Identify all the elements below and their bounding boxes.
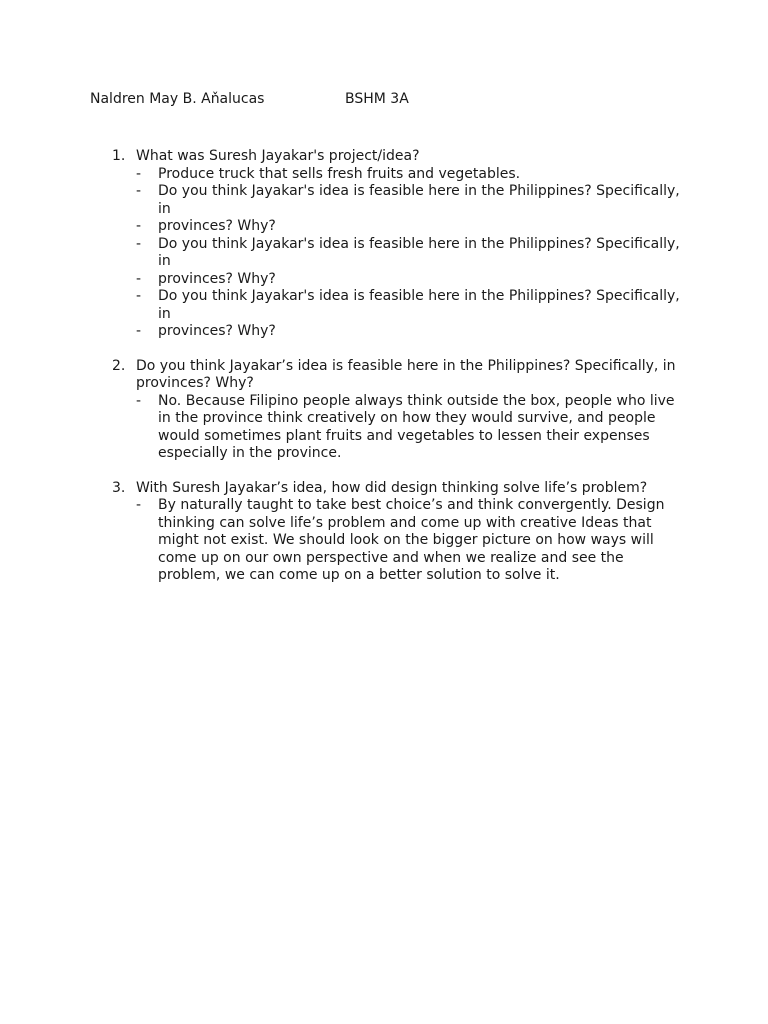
bullet-marker: - — [136, 165, 142, 182]
answer-text: Do you think Jayakar's idea is feasible here in the Philippines? Specifically, in — [158, 288, 680, 322]
bullet-marker: - — [136, 183, 142, 199]
bullet-marker: - — [136, 218, 142, 234]
question-number: 2. — [112, 357, 126, 374]
bullet-marker: - — [136, 323, 142, 339]
class-section: BSHM 3A — [345, 91, 409, 107]
answer-item — [136, 323, 680, 341]
answer-item — [136, 218, 680, 236]
document-header — [90, 91, 690, 111]
bullet-marker: - — [136, 235, 142, 252]
question-text: Do you think Jayakar’s idea is feasible here in the Philippines? Specifically, in provinces? Why? — [136, 357, 676, 391]
answer-text: Do you think Jayakar's idea is feasible here in the Philippines? Specifically, in — [158, 235, 680, 269]
answer-item — [136, 166, 680, 184]
question-item — [90, 480, 680, 585]
bullet-marker: - — [136, 392, 142, 409]
answer-item — [136, 393, 680, 463]
answer-item — [136, 271, 680, 289]
question-text: With Suresh Jayakar’s idea, how did design thinking solve life’s problem? — [136, 479, 648, 496]
question-number: 3. — [112, 479, 126, 496]
answer-list — [136, 166, 680, 341]
bullet-marker: - — [136, 497, 142, 513]
bullet-marker: - — [136, 288, 142, 304]
bullet-marker: - — [136, 270, 142, 287]
question-text: What was Suresh Jayakar's project/idea? — [136, 148, 420, 164]
answer-item — [136, 497, 680, 585]
question-item — [90, 358, 680, 463]
answer-text: Produce truck that sells fresh fruits and vegetables. — [158, 165, 521, 182]
answer-list — [136, 393, 680, 463]
answer-text: Do you think Jayakar's idea is feasible here in the Philippines? Specifically, in — [158, 183, 680, 217]
question-number: 1. — [112, 148, 126, 164]
answer-text: provinces? Why? — [158, 218, 276, 234]
answer-item — [136, 288, 680, 323]
answer-text: By naturally taught to take best choice’s and think convergently. Design thinking can solve life’s problem and come up with creative Ideas that might not exist. We should look on the bigger picture on how ways will come up on our own perspective and when we realize and see the problem, we can come up on a better solution to solve it. — [158, 497, 665, 583]
student-name: Naldren May B. Aňalucas — [90, 91, 265, 107]
question-item — [90, 148, 680, 341]
question-list — [90, 148, 680, 585]
answer-text: provinces? Why? — [158, 323, 276, 339]
answer-text: provinces? Why? — [158, 270, 276, 287]
answer-list — [136, 497, 680, 585]
answer-item — [136, 183, 680, 218]
answer-item — [136, 236, 680, 271]
answer-text: No. Because Filipino people always think outside the box, people who live in the province think creatively on how they would survive, and people would sometimes plant fruits and vegetables to lessen their expenses especially in the province. — [158, 392, 675, 461]
